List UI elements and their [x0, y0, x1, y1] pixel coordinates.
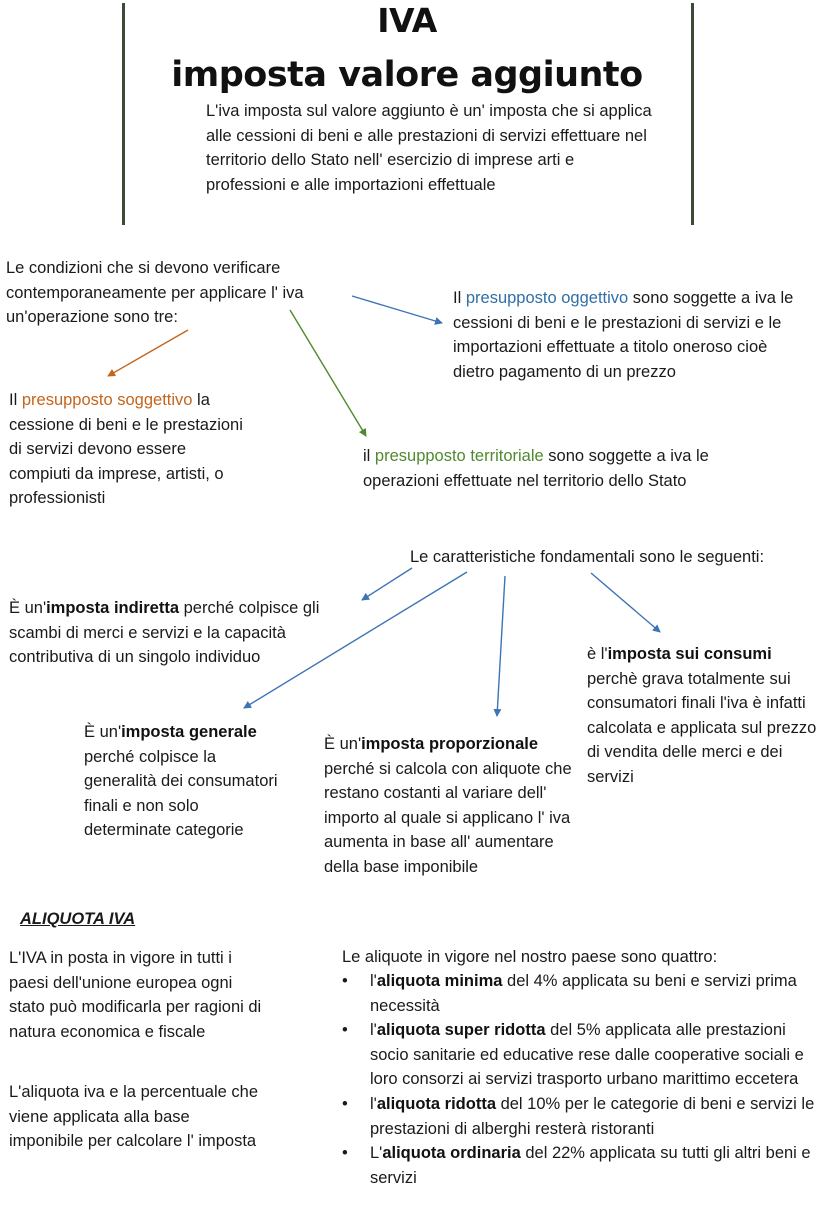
consumi-text: perchè grava totalmente sui consumatori finali l'iva è infatti calcolata e applicata sul prezzo di vendita delle merci e dei servizi	[587, 669, 817, 786]
arrow-to-proporzionale	[497, 576, 505, 716]
territoriale-term: presupposto territoriale	[374, 447, 544, 465]
aliquota-right-intro: Le aliquote in vigore nel nostro paese sono quattro:	[342, 948, 718, 966]
oggettivo-term: presupposto oggettivo	[465, 289, 629, 307]
arrow-to-generale	[244, 572, 467, 708]
rate-term: aliquota ordinaria	[382, 1144, 521, 1163]
soggettivo-term: presupposto soggettivo	[21, 391, 193, 409]
bullet: •	[342, 1144, 348, 1163]
arrow-to-oggettivo	[352, 296, 442, 323]
rate-text: del 5% applicata alle prestazioni socio sanitarie ed educative rese dalle cooperative sociali e loro consorzi ai servizi trasporto urbano marittimo eccetera	[370, 1021, 804, 1089]
indiretta-text: perché colpisce gli scambi di merci e servizi e la capacità contributiva di un singolo individuo	[9, 599, 320, 667]
bullet: •	[342, 1094, 348, 1113]
proporzionale-text: perché si calcola con aliquote che restano costanti al variare dell' importo al quale si applicano l' iva aumenta in base all' aumentare della base imponibile	[324, 759, 572, 876]
aliquota-heading: ALIQUOTA IVA	[20, 910, 136, 928]
indiretta-prefix: È un'	[9, 599, 47, 617]
soggettivo-prefix: Il	[9, 391, 22, 409]
proporzionale-prefix: È un'	[324, 735, 362, 753]
characteristics-intro: Le caratteristiche fondamentali sono le seguenti:	[410, 548, 765, 566]
generale-term: imposta generale	[121, 723, 257, 741]
title-line-1: IVA	[377, 1, 437, 40]
rate-prefix: l'	[370, 1021, 377, 1040]
consumi-prefix: è l'	[587, 645, 608, 663]
rate-prefix: L'	[370, 1144, 383, 1163]
title-line-2: imposta valore aggiunto	[171, 55, 643, 95]
territoriale-prefix: il	[363, 447, 375, 465]
territoriale-text: sono soggette a iva le operazioni effettuate nel territorio dello Stato	[363, 447, 709, 490]
rate-prefix: l'	[370, 1094, 377, 1113]
proporzionale-term: imposta proporzionale	[361, 735, 539, 753]
consumi-term: imposta sui consumi	[607, 645, 772, 663]
oggettivo-text: sono soggette a iva le cessioni di beni e le prestazioni di servizi e le importazioni effettuate a titolo oneroso cioè dietro pagamento di un prezzo	[453, 289, 794, 381]
rate-term: aliquota minima	[376, 972, 503, 990]
rate-term: aliquota ridotta	[376, 1094, 496, 1113]
generale-text: perché colpisce la generalità dei consumatori finali e non solo determinate categorie	[84, 747, 278, 840]
rate-term: aliquota super ridotta	[376, 1021, 546, 1040]
aliquota-left-paragraph-2: L'aliquota iva e la percentuale che viene applicata alla base imponibile per calcolare l' imposta	[9, 1083, 258, 1151]
rate-text: del 4% applicata su beni e servizi prima necessità	[370, 972, 797, 1015]
arrow-to-soggettivo	[108, 330, 188, 376]
arrow-to-consumi	[591, 573, 660, 632]
rate-text: del 10% per le categorie di beni e servizi le prestazioni di alberghi resterà ristoranti	[370, 1094, 815, 1138]
bullet: •	[342, 1021, 348, 1040]
oggettivo-prefix: Il	[453, 289, 466, 307]
generale-prefix: È un'	[84, 723, 122, 741]
conditions-intro: Le condizioni che si devono verificare contemporaneamente per applicare l' iva un'operazione sono tre:	[6, 259, 304, 327]
bullet: •	[342, 972, 348, 990]
arrow-to-indiretta	[362, 568, 412, 600]
rate-text: del 22% applicata su tutti gli altri beni e servizi	[370, 1144, 811, 1187]
soggettivo-text: la cessione di beni e le prestazioni di servizi devono essere compiuti da imprese, artisti, o professionisti	[9, 391, 243, 508]
indiretta-term: imposta indiretta	[46, 599, 180, 617]
rate-prefix: l'	[370, 972, 377, 990]
aliquota-left-paragraph-1: L'IVA in posta in vigore in tutti i paesi dell'unione europea ogni stato può modificarla per ragioni di natura economica e fiscale	[9, 949, 262, 1041]
arrow-to-territoriale	[290, 310, 366, 436]
intro-paragraph: L'iva imposta sul valore aggiunto è un' imposta che si applica alle cessioni di beni e alle prestazioni di servizi effettuare nel territorio dello Stato nell' esercizio di imprese arti e professioni e alle importazioni effettuale	[206, 102, 652, 194]
